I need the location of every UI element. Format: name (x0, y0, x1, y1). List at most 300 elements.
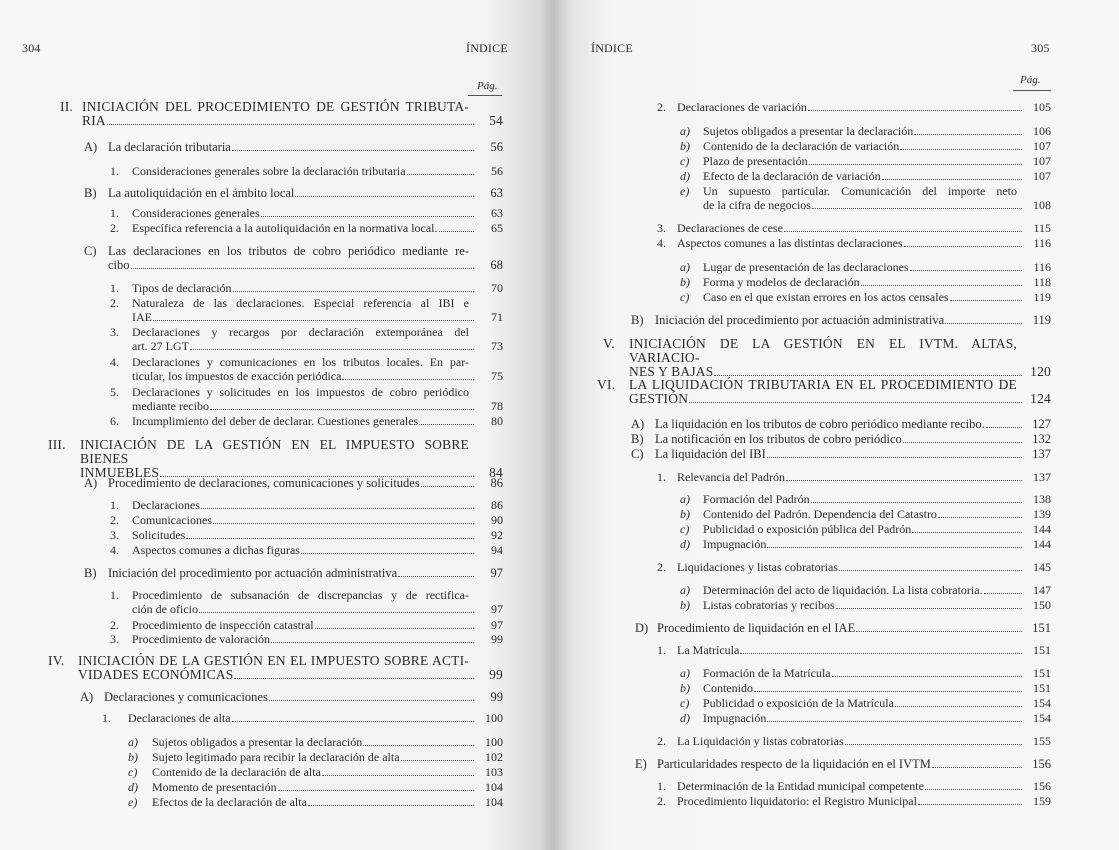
pag-rule (468, 95, 502, 96)
entry-number: c) (680, 696, 690, 710)
toc-entry (110, 325, 503, 353)
entry-number: III. (48, 437, 66, 452)
entry-title: Sujeto legitimado para recibir la declaración de alta (152, 750, 400, 764)
dot-leader (938, 517, 1022, 518)
entry-title: La declaración tributaria (108, 140, 231, 154)
entry-number: b) (128, 750, 138, 764)
dot-leader (882, 179, 1022, 180)
toc-entry (110, 618, 503, 632)
toc-entry (60, 100, 503, 128)
toc-entry (631, 417, 1051, 431)
entry-number: 2. (657, 100, 666, 114)
entry-number: b) (680, 598, 690, 612)
entry-number: A) (84, 140, 98, 154)
entry-title: Declaraciones y comunicaciones (104, 690, 268, 704)
dot-leader (190, 349, 474, 350)
entry-title: Declaraciones y comunicaciones en los tributos locales. En par- (132, 355, 469, 369)
toc-entry (84, 476, 503, 490)
entry-page: 54 (489, 113, 503, 128)
toc-entry (128, 735, 503, 749)
toc-entry (110, 385, 503, 413)
entry-title: Consideraciones generales (132, 206, 260, 220)
entry-number: e) (128, 795, 138, 809)
entry-title: Publicidad o exposición pública del Padrón (703, 522, 912, 536)
entry-page: 138 (1033, 492, 1051, 506)
entry-page: 137 (1032, 447, 1051, 461)
entry-title: Impugnación (703, 711, 767, 725)
entry-title: Comunicaciones (132, 513, 212, 527)
dot-leader (912, 532, 1022, 533)
entry-number: 3. (110, 528, 119, 542)
entry-page: 56 (491, 164, 503, 178)
dot-leader (315, 628, 474, 629)
entry-page: 63 (490, 186, 503, 200)
toc-entry (84, 140, 503, 154)
entry-page: 108 (1033, 198, 1051, 212)
entry-page: 104 (485, 780, 503, 794)
entry-page: 159 (1033, 794, 1051, 808)
entry-title: Declaraciones y recargos por declaración extemporánea del (132, 325, 469, 339)
dot-leader (233, 291, 474, 292)
entry-number: 3. (110, 325, 119, 339)
entry-title: Relevancia del Padrón (677, 470, 785, 484)
entry-number: 2. (657, 734, 666, 748)
entry-number: B) (84, 566, 97, 580)
entry-title-continuation: RIA (82, 113, 106, 128)
dot-leader (401, 760, 474, 761)
entry-page: 151 (1033, 681, 1051, 695)
dot-leader (812, 208, 1022, 209)
entry-page: 156 (1032, 757, 1051, 771)
entry-page: 115 (1033, 221, 1051, 235)
entry-page: 150 (1033, 598, 1051, 612)
entry-number: 6. (110, 414, 119, 428)
dot-leader (201, 508, 474, 509)
entry-page: 73 (491, 339, 503, 353)
entry-page: 119 (1032, 313, 1051, 327)
entry-title-continuation: NES Y BAJAS (629, 364, 714, 379)
entry-number: c) (128, 765, 138, 779)
entry-page: 99 (489, 667, 503, 682)
entry-title: Iniciación del procedimiento por actuación administrativa (108, 566, 398, 580)
entry-page: 102 (485, 750, 503, 764)
entry-title: Aspectos comunes a las distintas declaraciones (677, 236, 903, 250)
dot-leader (914, 134, 1022, 135)
entry-number: VI. (597, 377, 616, 392)
entry-page: 90 (491, 513, 503, 527)
toc-entry (110, 632, 503, 646)
page-number: 305 (1031, 41, 1050, 55)
running-head: ÍNDICE (466, 41, 508, 55)
entry-title-continuation: INMUEBLES (80, 465, 160, 480)
entry-number: a) (680, 260, 690, 274)
dot-leader (407, 174, 474, 175)
toc-entry (680, 492, 1051, 506)
entry-title-continuation: ticular, los impuestos de exacción periódica (132, 369, 342, 383)
entry-title: Solicitudes (132, 528, 186, 542)
toc-entry (680, 154, 1051, 168)
dot-leader (767, 721, 1022, 722)
entry-title: La Liquidación y listas cobratorias (677, 734, 844, 748)
entry-number: 1. (102, 711, 111, 725)
dot-leader (278, 790, 474, 791)
toc-entry (680, 583, 1051, 597)
toc-entry (680, 124, 1051, 138)
dot-leader (232, 721, 474, 722)
entry-title: Declaraciones de cese (677, 221, 783, 235)
dot-leader (845, 744, 1022, 745)
entry-page: 84 (489, 465, 503, 480)
entry-number: c) (680, 522, 690, 536)
entry-page: 105 (1033, 100, 1051, 114)
page-number: 304 (22, 41, 41, 55)
entry-page: 147 (1033, 583, 1051, 597)
entry-title: Determinación de la Entidad municipal competente (677, 779, 924, 793)
entry-page: 92 (491, 528, 503, 542)
entry-title: INICIACIÓN DE LA GESTIÓN EN EL IVTM. ALTAS, VARIACIO- (629, 336, 1017, 365)
toc-entry (102, 711, 503, 725)
entry-page: 104 (485, 795, 503, 809)
pag-label: Pág. (477, 80, 498, 92)
pag-rule (1013, 90, 1051, 91)
entry-number: 3. (657, 221, 666, 235)
toc-entry (657, 221, 1051, 235)
entry-title: Declaraciones y solicitudes en los impuestos de cobro periódico (132, 385, 469, 399)
toc-entry (80, 690, 503, 704)
entry-title: Plazo de presentación (703, 154, 808, 168)
entry-page: 116 (1033, 236, 1051, 250)
entry-number: 2. (110, 221, 119, 235)
dot-leader (199, 612, 474, 613)
entry-title: Iniciación del procedimiento por actuación administrativa (655, 313, 945, 327)
entry-title: La notificación en los tributos de cobro periódico (655, 432, 902, 446)
entry-page: 107 (1033, 169, 1051, 183)
entry-title: Contenido de la declaración de variación (703, 139, 900, 153)
dot-leader (984, 593, 1022, 594)
entry-number: A) (84, 476, 98, 490)
toc-entry (657, 734, 1051, 748)
entry-number: a) (680, 583, 690, 597)
toc-entry (110, 355, 503, 383)
entry-title-continuation: cibo (108, 258, 130, 272)
dot-leader (439, 231, 474, 232)
toc-entry (680, 169, 1051, 183)
entry-page: 144 (1033, 537, 1051, 551)
toc-entry (657, 794, 1051, 808)
entry-number: E) (635, 757, 647, 771)
dot-leader (714, 375, 1022, 376)
entry-number: 1. (110, 588, 119, 602)
dot-leader (986, 427, 1022, 428)
toc-entry (680, 260, 1051, 274)
entry-title: Específica referencia a la autoliquidación en la normativa local. (132, 221, 438, 235)
dot-leader (107, 124, 474, 125)
toc-entry (657, 779, 1051, 793)
dot-leader (832, 676, 1022, 677)
toc-entry (597, 378, 1051, 406)
dot-leader (839, 570, 1022, 571)
toc-entry (680, 537, 1051, 551)
entry-title: Sujetos obligados a presentar la declaración (703, 124, 914, 138)
dot-leader (895, 706, 1022, 707)
running-head: ÍNDICE (591, 41, 633, 55)
dot-leader (689, 402, 1022, 403)
entry-page: 71 (491, 310, 503, 324)
entry-title: Formación de la Matrícula (703, 666, 831, 680)
entry-number: d) (680, 537, 690, 551)
dot-leader (811, 502, 1022, 503)
entry-number: d) (128, 780, 138, 794)
entry-title: Procedimiento de liquidación en el IAE (657, 621, 856, 635)
entry-title: Formación del Padrón (703, 492, 810, 506)
dot-leader (903, 442, 1022, 443)
entry-page: 100 (485, 711, 503, 725)
entry-number: 3. (110, 632, 119, 646)
entry-page: 86 (490, 476, 503, 490)
toc-entry (110, 281, 503, 295)
toc-entry (110, 296, 503, 324)
toc-entry (48, 654, 503, 682)
entry-number: II. (60, 99, 73, 114)
dot-leader (308, 805, 474, 806)
entry-title: Procedimiento liquidatorio: el Registro Municipal (677, 794, 917, 808)
entry-title: Lugar de presentación de las declaraciones (703, 260, 909, 274)
toc-entry (657, 560, 1051, 574)
dot-leader (900, 149, 1022, 150)
dot-leader (950, 300, 1022, 301)
entry-page: 100 (485, 735, 503, 749)
entry-title: La Matrícula (677, 643, 740, 657)
dot-leader (767, 457, 1022, 458)
entry-title-continuation: mediante recibo (132, 399, 209, 413)
dot-leader (301, 553, 474, 554)
entry-number: 5. (110, 385, 119, 399)
entry-number: a) (680, 666, 690, 680)
entry-page: 80 (491, 414, 503, 428)
entry-title: INICIACIÓN DEL PROCEDIMIENTO DE GESTIÓN TRIBUTA- (82, 99, 469, 114)
entry-title: INICIACIÓN DE LA GESTIÓN EN EL IMPUESTO SOBRE BIENES (80, 437, 469, 466)
dot-leader (904, 246, 1022, 247)
toc-entry (603, 337, 1051, 379)
toc-entry (110, 498, 503, 512)
entry-number: a) (128, 735, 138, 749)
entry-title-continuation: GESTIÓN (629, 391, 689, 406)
pag-label: Pág. (1020, 74, 1041, 86)
dot-leader (784, 231, 1022, 232)
entry-page: 132 (1032, 432, 1051, 446)
entry-page: 86 (491, 498, 503, 512)
entry-number: a) (680, 492, 690, 506)
entry-title: Contenido del Padrón. Dependencia del Catastro (703, 507, 937, 521)
entry-page: 63 (491, 206, 503, 220)
entry-title: Particularidades respecto de la liquidación en el IVTM (657, 757, 931, 771)
entry-number: 4. (110, 543, 119, 557)
toc-entry (84, 186, 503, 200)
dot-leader (925, 789, 1022, 790)
entry-number: B) (631, 313, 644, 327)
toc-entry (680, 184, 1051, 212)
entry-number: 1. (110, 498, 119, 512)
entry-number: A) (80, 690, 94, 704)
dot-leader (945, 323, 1022, 324)
dot-leader (210, 409, 474, 410)
dot-leader (767, 547, 1022, 548)
entry-page: 151 (1033, 643, 1051, 657)
entry-title: Un supuesto particular. Comunicación del importe neto (703, 184, 1017, 198)
dot-leader (861, 285, 1022, 286)
entry-title: Incumplimiento del deber de declarar. Cuestiones generales (132, 414, 419, 428)
entry-number: 1. (657, 470, 666, 484)
dot-leader (786, 480, 1022, 481)
entry-page: 94 (491, 543, 503, 557)
entry-title: Listas cobratorias y recibos (703, 598, 835, 612)
entry-number: D) (635, 621, 649, 635)
dot-leader (856, 631, 1022, 632)
entry-page: 124 (1030, 391, 1051, 406)
entry-number: 1. (110, 206, 119, 220)
entry-page: 97 (491, 602, 503, 616)
entry-number: A) (631, 417, 645, 431)
entry-page: 118 (1033, 275, 1051, 289)
entry-page: 127 (1032, 417, 1051, 431)
toc-entry (680, 711, 1051, 725)
dot-leader (261, 216, 474, 217)
entry-page: 155 (1033, 734, 1051, 748)
entry-title: Contenido (703, 681, 753, 695)
entry-number: 1. (110, 164, 119, 178)
entry-title: Contenido de la declaración de alta (152, 765, 321, 779)
toc-entry (635, 621, 1051, 635)
dot-leader (363, 745, 474, 746)
entry-page: 75 (491, 369, 503, 383)
dot-leader (342, 379, 474, 380)
entry-page: 151 (1032, 621, 1051, 635)
entry-title: La liquidación en los tributos de cobro periódico mediante recibo. (655, 417, 985, 431)
entry-number: 4. (657, 236, 666, 250)
entry-page: 107 (1033, 139, 1051, 153)
entry-title: Publicidad o exposición de la Matrícula (703, 696, 894, 710)
toc-entry (128, 780, 503, 794)
entry-page: 145 (1033, 560, 1051, 574)
dot-leader (186, 538, 474, 539)
entry-number: 2. (657, 794, 666, 808)
dot-leader (421, 486, 474, 487)
toc-entry (680, 666, 1051, 680)
entry-number: b) (680, 507, 690, 521)
entry-page: 97 (491, 618, 503, 632)
toc-entry (84, 244, 503, 272)
entry-page: 107 (1033, 154, 1051, 168)
entry-page: 144 (1033, 522, 1051, 536)
dot-leader (295, 196, 474, 197)
entry-page: 106 (1033, 124, 1051, 138)
entry-page: 56 (490, 140, 503, 154)
entry-number: 2. (110, 513, 119, 527)
entry-number: b) (680, 681, 690, 695)
dot-leader (234, 678, 474, 679)
entry-title: Efecto de la declaración de variación (703, 169, 881, 183)
entry-title: Procedimiento de declaraciones, comunicaciones y solicitudes (108, 476, 420, 490)
entry-page: 154 (1033, 696, 1051, 710)
entry-title-continuation: ción de oficio (132, 602, 198, 616)
entry-title: Impugnación (703, 537, 767, 551)
right-page (555, 0, 1119, 850)
toc-entry (680, 681, 1051, 695)
entry-title: Naturaleza de las declaraciones. Especial referencia al IBI e (132, 296, 469, 310)
toc-entry (110, 164, 503, 178)
entry-page: 154 (1033, 711, 1051, 725)
toc-entry (657, 100, 1051, 114)
dot-leader (808, 110, 1022, 111)
entry-number: c) (680, 290, 690, 304)
entry-page: 97 (490, 566, 503, 580)
entry-title-continuation: VIDADES ECONÓMICAS (78, 667, 234, 682)
entry-title: Efectos de la declaración de alta (152, 795, 307, 809)
entry-title: Tipos de declaración (132, 281, 232, 295)
entry-page: 78 (491, 399, 503, 413)
entry-title: Sujetos obligados a presentar la declaración (152, 735, 363, 749)
toc-entry (680, 275, 1051, 289)
entry-number: C) (631, 447, 644, 461)
toc-entry (680, 696, 1051, 710)
toc-entry (48, 438, 503, 480)
entry-page: 137 (1033, 470, 1051, 484)
toc-entry (680, 598, 1051, 612)
toc-entry (657, 470, 1051, 484)
dot-leader (809, 164, 1022, 165)
toc-entry (110, 206, 503, 220)
entry-number: c) (680, 154, 690, 168)
entry-number: 2. (657, 560, 666, 574)
toc-entry (635, 757, 1051, 771)
entry-title: Declaraciones de alta (128, 711, 231, 725)
entry-page: 65 (491, 221, 503, 235)
left-page (0, 0, 555, 850)
entry-number: C) (84, 244, 97, 258)
entry-title: Procedimiento de subsanación de discrepancias y de rectifica- (132, 588, 469, 602)
toc-entry (680, 290, 1051, 304)
toc-entry (680, 507, 1051, 521)
dot-leader (910, 270, 1022, 271)
toc-entry (128, 795, 503, 809)
entry-title: Procedimiento de inspección catastral (132, 618, 314, 632)
entry-number: 1. (657, 643, 666, 657)
entry-number: e) (680, 184, 690, 198)
entry-title: Momento de presentación (152, 780, 277, 794)
dot-leader (269, 700, 474, 701)
dot-leader (271, 642, 474, 643)
entry-title: Liquidaciones y listas cobratorias (677, 560, 838, 574)
entry-page: 68 (490, 258, 503, 272)
dot-leader (153, 320, 474, 321)
toc-entry (631, 447, 1051, 461)
entry-number: 1. (657, 779, 666, 793)
entry-title: Declaraciones (132, 498, 200, 512)
dot-leader (213, 523, 474, 524)
entry-page: 116 (1033, 260, 1051, 274)
entry-title: Procedimiento de valoración (132, 632, 270, 646)
entry-page: 99 (490, 690, 503, 704)
dot-leader (398, 576, 474, 577)
entry-page: 103 (485, 765, 503, 779)
entry-number: 4. (110, 355, 119, 369)
entry-page: 99 (491, 632, 503, 646)
entry-number: d) (680, 169, 690, 183)
entry-number: B) (84, 186, 97, 200)
entry-number: b) (680, 139, 690, 153)
toc-entry (110, 543, 503, 557)
toc-entry (657, 236, 1051, 250)
